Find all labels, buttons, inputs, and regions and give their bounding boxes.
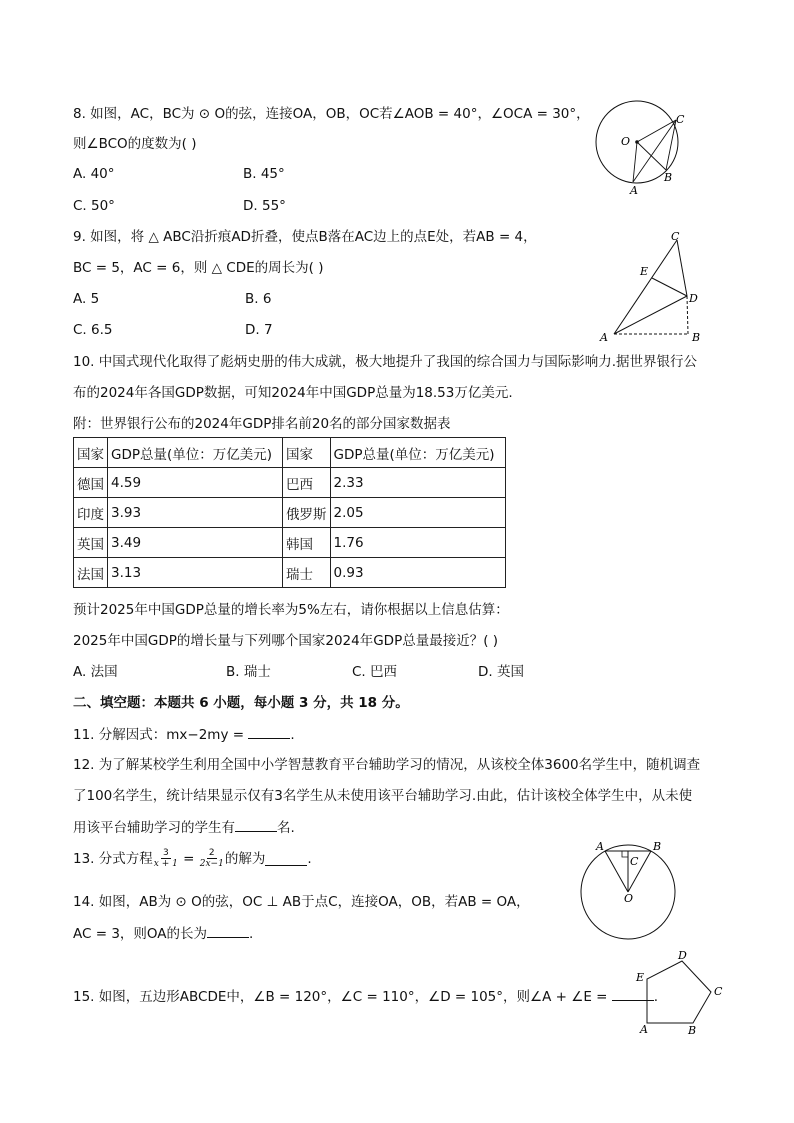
q15-text — [73, 986, 658, 1007]
q9-fig-label-d: D — [689, 292, 698, 305]
table-cell: 韩国 — [283, 528, 331, 558]
q10-line3: 预计2025年中国GDP总量的增长率为5%左右，请你根据以上信息估算： — [73, 602, 509, 618]
q12-line3-before: 用该平台辅助学习的学生有 — [73, 820, 235, 836]
q8-option-c: C. 50° — [73, 198, 115, 214]
q9-line2: BC = 5，AC = 6，则 △ CDE的周长为( ) — [73, 260, 324, 276]
q8-line2: 则∠BCO的度数为( ) — [73, 136, 197, 152]
table-cell: 德国 — [74, 468, 108, 498]
q15-fig-label-b: B — [688, 1024, 697, 1037]
table-cell: 2.05 — [330, 498, 505, 528]
table-cell: 0.93 — [330, 558, 505, 588]
table-cell: 3.93 — [108, 498, 283, 528]
q14-fig-label-b: B — [653, 840, 662, 853]
q8-fig-label-o: O — [621, 135, 631, 148]
q14-answer-blank[interactable] — [207, 923, 249, 938]
table-header-row — [74, 438, 506, 468]
q13-frac1-denominator: x + 1 — [153, 859, 178, 869]
table-row — [74, 558, 506, 588]
q13-fraction-2 — [200, 848, 224, 869]
q15-fig-label-c: C — [714, 985, 723, 998]
q8-circle-figure — [590, 100, 690, 197]
table-header-cell: GDP总量(单位：万亿美元) — [330, 438, 505, 468]
q10-line1: 10. 中国式现代化取得了彪炳史册的伟大成就，极大地提升了我国的综合国力与国际影响力.据世界银行公 — [73, 354, 698, 370]
q14-fig-label-c: C — [630, 855, 639, 868]
table-cell: 3.49 — [108, 528, 283, 558]
q9-option-a: A. 5 — [73, 291, 100, 307]
q11-answer-blank[interactable] — [248, 724, 290, 739]
q12-line1: 12. 为了解某校学生利用全国中小学智慧教育平台辅助学习的情况，从该校全体3600名学生中，随机调查 — [73, 757, 701, 773]
table-cell: 4.59 — [108, 468, 283, 498]
q12-line3-after: 名. — [277, 820, 295, 836]
q14-circle-figure — [578, 838, 688, 938]
table-cell: 2.33 — [330, 468, 505, 498]
q14-line2-before: AC = 3，则OA的长为 — [73, 926, 208, 942]
q10-option-a: A. 法国 — [73, 664, 118, 680]
section2-title: 二、填空题：本题共 6 小题，每小题 3 分，共 18 分。 — [73, 695, 409, 711]
q8-option-b: B. 45° — [243, 166, 285, 182]
q8-option-a: A. 40° — [73, 166, 115, 182]
gdp-table — [73, 437, 506, 588]
q11-text-after: . — [290, 727, 295, 743]
q9-fig-label-c: C — [671, 230, 680, 243]
q14-line1: 14. 如图，AB为 ⊙ O的弦，OC ⊥ AB于点C，连接OA，OB，若AB = OA， — [73, 894, 530, 910]
q13-frac2-denominator: 2x−1 — [199, 859, 224, 869]
table-cell: 英国 — [74, 528, 108, 558]
q14-line2 — [73, 923, 253, 944]
q9-fig-label-a: A — [600, 331, 608, 344]
q14-fig-label-a: A — [596, 840, 604, 853]
q11-text — [73, 724, 295, 745]
q13-equals: = — [178, 850, 199, 867]
q10-line4: 2025年中国GDP的增长量与下列哪个国家2024年GDP总量最接近？( ) — [73, 633, 499, 649]
q9-fig-label-b: B — [692, 331, 701, 344]
q10-option-b: B. 瑞士 — [226, 664, 271, 680]
q15-fig-label-a: A — [640, 1023, 648, 1036]
q13-frac1-numerator: 3 — [162, 848, 169, 858]
table-row — [74, 468, 506, 498]
table-cell: 法国 — [74, 558, 108, 588]
q12-line3 — [73, 817, 295, 838]
table-cell: 俄罗斯 — [283, 498, 331, 528]
q13-fraction-1 — [154, 848, 178, 869]
q8-option-d: D. 55° — [243, 198, 286, 214]
q13-text — [73, 848, 312, 869]
table-cell: 瑞士 — [283, 558, 331, 588]
q10-option-c: C. 巴西 — [352, 664, 398, 680]
q13-end: . — [307, 850, 312, 867]
q13-suffix: 的解为 — [224, 850, 266, 867]
table-row — [74, 498, 506, 528]
table-row — [74, 528, 506, 558]
q15-fig-label-e: E — [636, 971, 645, 984]
q10-line2: 布的2024年各国GDP数据，可知2024年中国GDP总量为18.53万亿美元. — [73, 385, 513, 401]
q13-answer-blank[interactable] — [265, 851, 307, 866]
q8-line1: 8. 如图，AC，BC为 ⊙ O的弦，连接OA，OB，OC若∠AOB = 40°，∠OCA = 30°， — [73, 106, 590, 122]
q15-fig-label-d: D — [678, 949, 687, 962]
q11-text-before: 11. 分解因式：mx−2my = — [73, 727, 249, 743]
q12-answer-blank[interactable] — [235, 817, 277, 832]
q8-fig-label-a: A — [630, 184, 638, 197]
q10-option-d: D. 英国 — [478, 664, 524, 680]
q8-fig-label-b: B — [664, 171, 673, 184]
q10-note: 附：世界银行公布的2024年GDP排名前20名的部分国家数据表 — [73, 416, 451, 432]
q14-fig-label-o: O — [624, 892, 634, 905]
q13-frac2-numerator: 2 — [208, 848, 215, 858]
q9-triangle-figure — [595, 228, 710, 346]
q9-fig-label-e: E — [640, 265, 649, 278]
q9-line1: 9. 如图，将 △ ABC沿折痕AD折叠，使点B落在AC边上的点E处，若AB = 4， — [73, 229, 537, 245]
q14-line2-after: . — [249, 926, 254, 942]
q9-option-b: B. 6 — [245, 291, 272, 307]
table-header-cell: GDP总量(单位：万亿美元) — [108, 438, 283, 468]
q9-option-d: D. 7 — [245, 322, 273, 338]
q8-fig-label-c: C — [676, 113, 685, 126]
q13-prefix: 13. 分式方程 — [73, 850, 153, 867]
q9-option-c: C. 6.5 — [73, 322, 113, 338]
q15-text-before: 15. 如图，五边形ABCDE中，∠B = 120°，∠C = 110°，∠D = 105°，则∠A + ∠E = — [73, 989, 612, 1005]
table-cell: 印度 — [74, 498, 108, 528]
table-header-cell: 国家 — [74, 438, 108, 468]
q15-text-after: . — [653, 989, 659, 1005]
table-cell: 巴西 — [283, 468, 331, 498]
table-cell: 1.76 — [330, 528, 505, 558]
q15-pentagon-figure — [630, 948, 730, 1038]
table-cell: 3.13 — [108, 558, 283, 588]
table-header-cell: 国家 — [283, 438, 331, 468]
q12-line2: 了100名学生，统计结果显示仅有3名学生从未使用该平台辅助学习.由此，估计该校全体学生中，从未使 — [73, 788, 693, 804]
